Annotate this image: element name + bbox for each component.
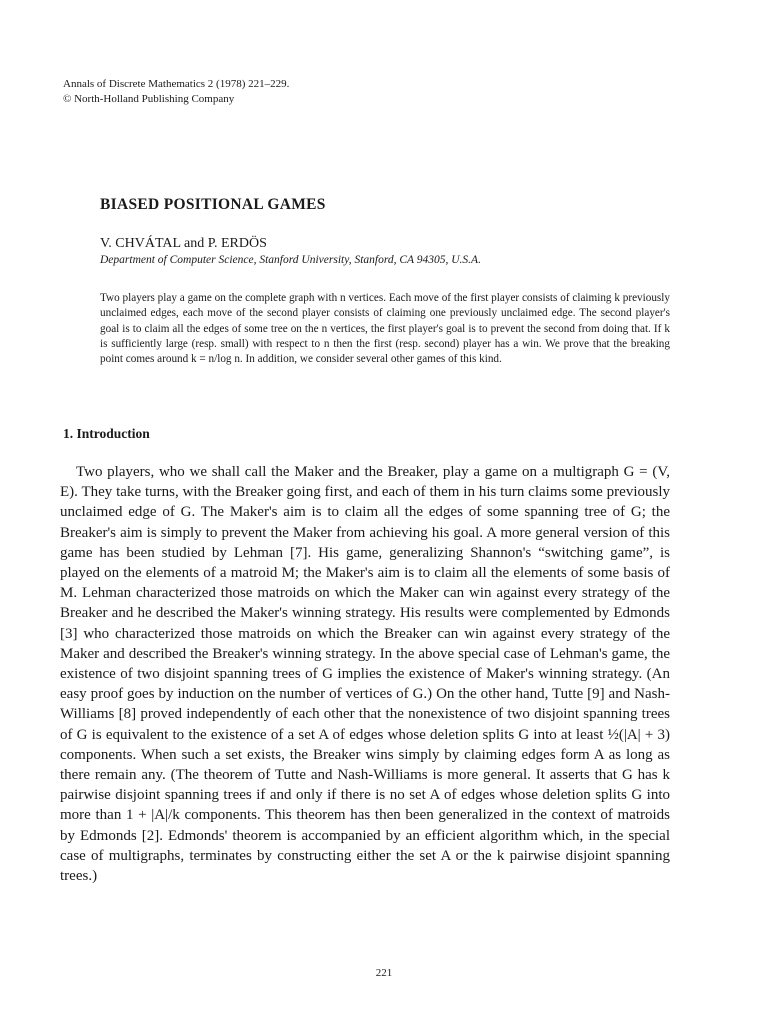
page-number: 221 [375, 967, 393, 979]
abstract: Two players play a game on the complete graph with n vertices. Each move of the first player consists of claiming k previously unclaimed edges, each move of the second player consists of claiming one previously unclaimed edge. The second player's goal is to claim all the edges of some tree on the n vertices, the first player's goal is to prevent the second from doing that. If k is sufficiently large (resp. small) with respect to n then the first (resp. second) player has a win. We prove that the breaking point comes around k = n/log n. In addition, we consider several other games of this kind. [100, 292, 670, 366]
journal-citation: Annals of Discrete Mathematics 2 (1978) 221–229. [63, 78, 290, 90]
author-affiliation: Department of Computer Science, Stanford University, Stanford, CA 94305, U.S.A. [100, 254, 481, 266]
body-paragraph: Two players, who we shall call the Maker and the Breaker, play a game on a multigraph G = (V, E). They take turns, with the Breaker going first, and each of them in his turn claims some previously unclaimed edge of G. The Maker's aim is to claim all the edges of some spanning tree of G; the Breaker's aim is simply to prevent the Maker from achieving his goal. A more general version of this game has been studied by Lehman [7]. His game, generalizing Shannon's “switching game”, is played on the elements of a matroid M; the Maker's aim is to claim all the elements of some basis of M. Lehman characterized those matroids on which the Maker can win against every strategy of the Breaker and he described the Maker's winning strategy. His results were complemented by Edmonds [3] who characterized those matroids on which the Breaker can win against every strategy of the Maker and described the Breaker's winning strategy. In the above special case of Lehman's game, the existence of two disjoint spanning trees of G implies the existence of Maker's winning strategy. (An easy proof goes by induction on the number of vertices of G.) On the other hand, Tutte [9] and Nash-Williams [8] proved independently of each other that the nonexistence of two disjoint spanning trees of G is equivalent to the existence of a set A of edges whose deletion splits G into at least ½(|A| + 3) components. When such a set exists, the Breaker wins simply by claiming edges form A as long as there remain any. (The theorem of Tutte and Nash-Williams is more general. It asserts that G has k pairwise disjoint spanning trees if and only if there is no set A of edges whose deletion splits G into more than 1 + |A|/k components. This theorem has then been generalized in the context of matroids by Edmonds [2]. Edmonds' theorem is accompanied by an efficient algorithm which, in the special case of multigraphs, terminates by constructing either the set A or the k pairwise disjoint spanning trees.) [60, 464, 670, 885]
paper-title: BIASED POSITIONAL GAMES [100, 196, 326, 213]
paper-authors: V. CHVÁTAL and P. ERDÖS [100, 236, 267, 251]
publisher-line: © North-Holland Publishing Company [63, 93, 235, 105]
journal-header [63, 77, 289, 107]
section-heading: 1. Introduction [63, 426, 150, 441]
